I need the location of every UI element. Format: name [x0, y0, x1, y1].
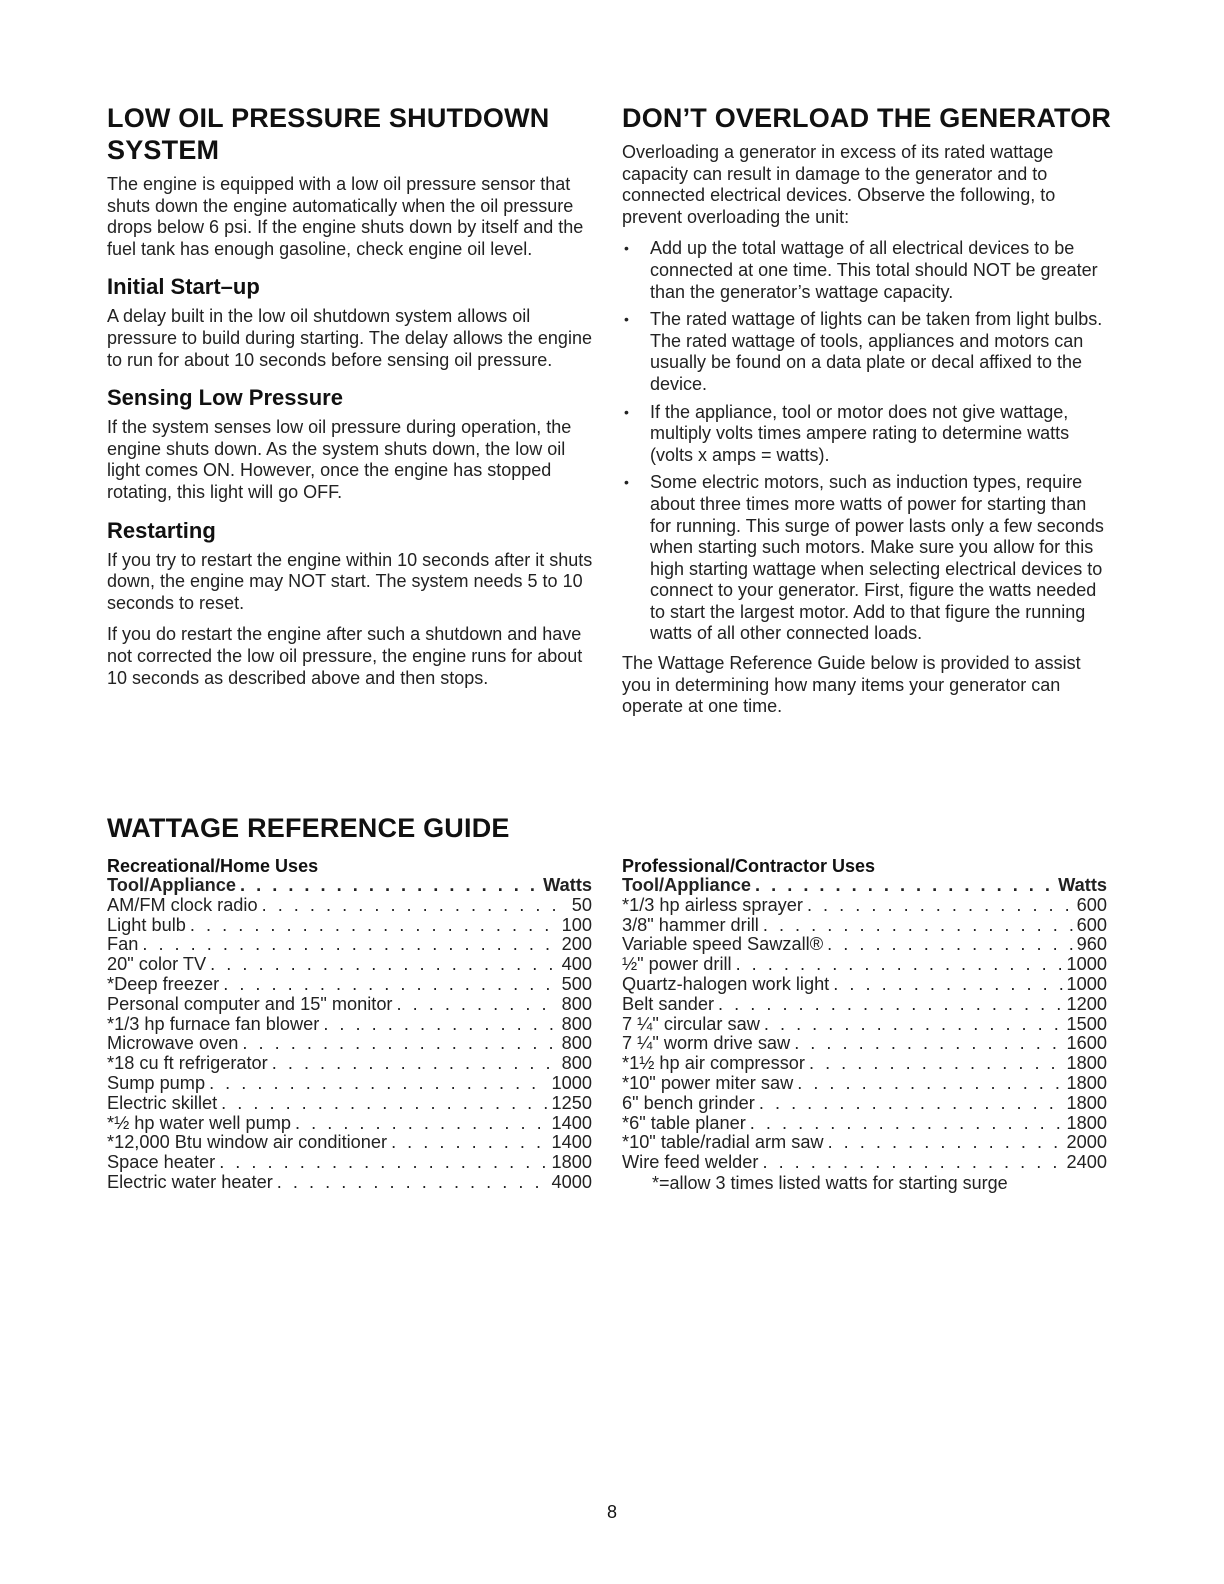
- bullet-icon: •: [624, 474, 629, 491]
- list-item: • Add up the total wattage of all electrical devices to be connected at one time. This total should NOT be greater than the generator’s wattage capacity.: [624, 238, 1098, 302]
- row-watts: 500: [561, 974, 592, 994]
- row-label: *½ hp water well pump: [107, 1113, 291, 1133]
- table-row: [107, 1133, 592, 1153]
- row-watts: 1800: [1066, 1073, 1107, 1093]
- row-label: *10" power miter saw: [622, 1073, 794, 1093]
- row-watts: 1200: [1066, 994, 1107, 1014]
- table-row: [622, 1153, 1107, 1173]
- row-watts: 4000: [551, 1172, 592, 1192]
- row-watts: 1800: [551, 1153, 592, 1173]
- pro-uses-table: [622, 856, 1107, 1193]
- table-row: [107, 1034, 592, 1054]
- row-label: 7 ¼" worm drive saw: [622, 1034, 791, 1054]
- row-label: *1½ hp air compressor: [622, 1054, 805, 1074]
- row-label: 20" color TV: [107, 955, 207, 975]
- row-watts: 800: [561, 1014, 592, 1034]
- row-watts: 1000: [551, 1073, 592, 1093]
- overload-section: [622, 102, 1112, 728]
- row-label: *12,000 Btu window air conditioner: [107, 1133, 388, 1153]
- table-row: [622, 975, 1107, 995]
- table-row: [622, 916, 1107, 936]
- row-label: *1/3 hp airless sprayer: [622, 895, 803, 915]
- row-label: 7 ¼" circular saw: [622, 1014, 760, 1034]
- row-watts: 200: [561, 935, 592, 955]
- list-item: • Some electric motors, such as induction types, require about three times more watts of power for starting than for running. This surge of power lasts only a few seconds when starting such motors. Make sure you allow for this high starting wattage when selecting electrical devices to connect to your generator. First, figure the watts needed to start the largest motor. Add to that figure the running watts of all other connected loads.: [624, 472, 1104, 644]
- row-label: Quartz-halogen work light: [622, 974, 830, 994]
- bullet-icon: •: [624, 240, 629, 257]
- overload-intro: Overloading a generator in excess of its rated wattage capacity can result in damage to the generator and to connected electrical devices. Observe the following, to prevent overloading the unit:: [622, 142, 1056, 227]
- row-watts: 1800: [1066, 1113, 1107, 1133]
- row-label: Sump pump: [107, 1073, 206, 1093]
- row-label: *1/3 hp furnace fan blower: [107, 1014, 320, 1034]
- row-watts: 1400: [551, 1133, 592, 1153]
- restarting-heading: Restarting: [107, 517, 216, 543]
- row-watts: 100: [561, 915, 592, 935]
- row-watts: 1000: [1066, 955, 1107, 975]
- row-label: *6" table planer: [622, 1113, 746, 1133]
- row-label: Fan: [107, 935, 139, 955]
- table-row: [622, 995, 1107, 1015]
- table-row: [107, 1153, 592, 1173]
- row-watts: 2000: [1066, 1133, 1107, 1153]
- table-row: [622, 1114, 1107, 1134]
- row-watts: 1500: [1066, 1014, 1107, 1034]
- table-row: [622, 1054, 1107, 1074]
- table-header: Tool/Appliance . . . Watts: [107, 876, 592, 896]
- sensing-text: If the system senses low oil pressure during operation, the engine shuts down. As the system shuts down, the low oil light comes ON. However, once the engine has stopped rotating, this light will go OFF.: [107, 417, 572, 502]
- row-watts: 1800: [1066, 1093, 1107, 1113]
- table-header: Tool/Appliance . . . Watts: [622, 876, 1107, 896]
- row-label: Microwave oven: [107, 1034, 239, 1054]
- sensing-heading: Sensing Low Pressure: [107, 385, 343, 411]
- table-row: [107, 896, 592, 916]
- row-watts: 800: [561, 994, 592, 1014]
- row-watts: 1000: [1066, 974, 1107, 994]
- low-oil-title: LOW OIL PRESSURE SHUTDOWN SYSTEM: [107, 103, 550, 165]
- table-row: [622, 1133, 1107, 1153]
- row-label: AM/FM clock radio: [107, 895, 258, 915]
- row-watts: 50: [571, 895, 592, 915]
- row-label: Light bulb: [107, 915, 186, 935]
- overload-outro: The Wattage Reference Guide below is provided to assist you in determining how many items your generator can operate at one time.: [622, 653, 1081, 717]
- pro-uses-title: Professional/Contractor Uses: [622, 856, 876, 876]
- table-row: [622, 955, 1107, 975]
- low-oil-intro: The engine is equipped with a low oil pressure sensor that shuts down the engine automatically when the oil pressure drops below 6 psi. If the engine shuts down by itself and the fuel tank has enough gasoline, check engine oil level.: [107, 174, 584, 259]
- row-label: ½" power drill: [622, 955, 732, 975]
- row-label: Electric skillet: [107, 1093, 218, 1113]
- row-label: Personal computer and 15" monitor: [107, 994, 393, 1014]
- overload-title: DON’T OVERLOAD THE GENERATOR: [622, 103, 1112, 133]
- row-watts: 1400: [551, 1113, 592, 1133]
- table-row: [622, 1034, 1107, 1054]
- initial-startup-text: A delay built in the low oil shutdown system allows oil pressure to build during starting. The delay allows the engine to run for about 10 seconds before sensing oil pressure.: [107, 306, 592, 370]
- row-watts: 960: [1076, 935, 1107, 955]
- row-label: *10" table/radial arm saw: [622, 1133, 824, 1153]
- table-row: [107, 1173, 592, 1193]
- row-watts: 1600: [1066, 1034, 1107, 1054]
- table-row: [107, 1094, 592, 1114]
- row-label: Electric water heater: [107, 1172, 273, 1192]
- row-label: 6" bench grinder: [622, 1093, 755, 1113]
- row-label: *Deep freezer: [107, 974, 220, 994]
- initial-startup-heading: Initial Start–up: [107, 274, 260, 300]
- row-label: 3/8" hammer drill: [622, 915, 759, 935]
- low-oil-section: [107, 102, 597, 699]
- row-label: Space heater: [107, 1153, 216, 1173]
- table-row: [107, 975, 592, 995]
- table-row: [107, 1074, 592, 1094]
- table-row: [622, 1015, 1107, 1035]
- bullet-icon: •: [624, 403, 629, 420]
- table-row: [107, 1015, 592, 1035]
- row-label: *18 cu ft refrigerator: [107, 1054, 268, 1074]
- table-row: [622, 1094, 1107, 1114]
- wattage-guide-title: WATTAGE REFERENCE GUIDE: [107, 813, 510, 843]
- row-watts: 800: [561, 1054, 592, 1074]
- surge-note: *=allow 3 times listed watts for starting surge: [652, 1172, 1008, 1193]
- table-row: [622, 896, 1107, 916]
- restarting-text-2: If you do restart the engine after such a shutdown and have not corrected the low oil pressure, the engine runs for about 10 seconds as described above and then stops.: [107, 624, 583, 688]
- row-watts: 1800: [1066, 1054, 1107, 1074]
- table-row: [107, 935, 592, 955]
- home-uses-table: [107, 856, 592, 1193]
- table-row: [107, 1114, 592, 1134]
- table-row: [622, 1074, 1107, 1094]
- row-watts: 2400: [1066, 1153, 1107, 1173]
- list-item: • If the appliance, tool or motor does not give wattage, multiply volts times ampere rating to determine watts (volts x amps = watts).: [624, 401, 1070, 465]
- row-watts: 400: [561, 955, 592, 975]
- row-watts: 600: [1076, 895, 1107, 915]
- row-label: Wire feed welder: [622, 1153, 759, 1173]
- row-watts: 800: [561, 1034, 592, 1054]
- table-row: [107, 1054, 592, 1074]
- home-uses-title: Recreational/Home Uses: [107, 856, 319, 876]
- table-row: [622, 935, 1107, 955]
- table-row: [107, 955, 592, 975]
- row-label: Variable speed Sawzall®: [622, 935, 824, 955]
- table-row: [107, 916, 592, 936]
- page-number: 8: [606, 1502, 617, 1522]
- overload-bullets: [622, 238, 1112, 645]
- row-watts: 1250: [551, 1093, 592, 1113]
- row-watts: 600: [1076, 915, 1107, 935]
- row-label: Belt sander: [622, 994, 715, 1014]
- bullet-icon: •: [624, 311, 629, 328]
- table-row: [107, 995, 592, 1015]
- restarting-text-1: If you try to restart the engine within 10 seconds after it shuts down, the engine may NOT start. The system needs 5 to 10 seconds to reset.: [107, 549, 593, 613]
- list-item: • The rated wattage of lights can be taken from light bulbs. The rated wattage of tools, appliances and motors can usually be found on a data plate or decal affixed to the device.: [624, 309, 1103, 394]
